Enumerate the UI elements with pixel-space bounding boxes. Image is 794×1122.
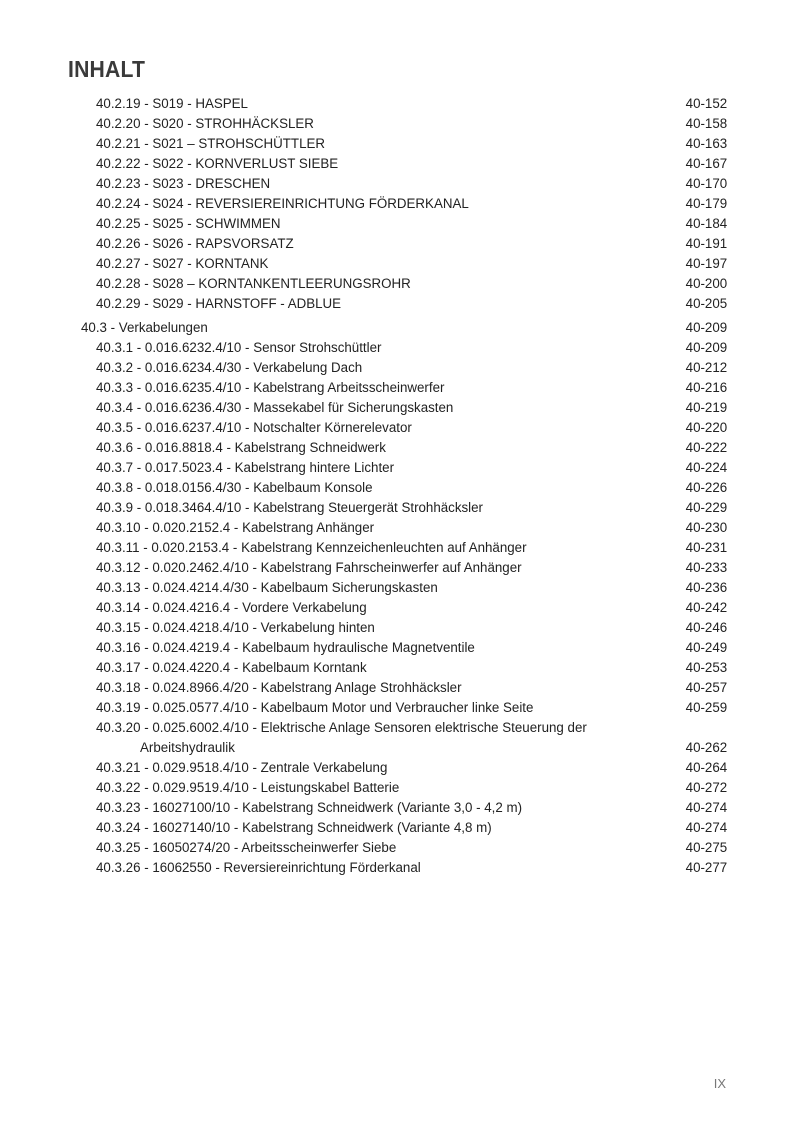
- toc-entry[interactable]: [0, 538, 794, 558]
- toc-entry[interactable]: [0, 154, 794, 174]
- toc-entry-text: 40.3.13 - 0.024.4214.4/30 - Kabelbaum Sicherungskasten: [96, 580, 438, 596]
- toc-entry-text: 40.3.24 - 16027140/10 - Kabelstrang Schneidwerk (Variante 4,8 m): [96, 820, 492, 836]
- toc-entry-page: 40-277: [685, 860, 727, 876]
- toc-entry[interactable]: [0, 458, 794, 478]
- toc-entry-text: 40.3.9 - 0.018.3464.4/10 - Kabelstrang Steuergerät Strohhäcksler: [96, 500, 484, 516]
- toc-entry-text: 40.3.22 - 0.029.9519.4/10 - Leistungskabel Batterie: [96, 780, 400, 796]
- toc-entry[interactable]: [0, 498, 794, 518]
- toc-entry-text: 40.3.17 - 0.024.4220.4 - Kabelbaum Korntank: [96, 660, 367, 676]
- toc-entry-page: 40-197: [685, 256, 727, 272]
- toc-entry-text: 40.2.23 - S023 - DRESCHEN: [96, 176, 271, 192]
- toc-entry[interactable]: [0, 758, 794, 778]
- toc-entry[interactable]: [0, 338, 794, 358]
- toc-group-sensors: [0, 94, 794, 314]
- toc-entry-page: 40-200: [685, 276, 727, 292]
- toc-entry-page: 40-242: [685, 600, 727, 616]
- toc-entry-page: 40-219: [685, 400, 727, 416]
- toc-entry[interactable]: [0, 134, 794, 154]
- toc-entry-text: 40.2.24 - S024 - REVERSIEREINRICHTUNG FÖRDERKANAL: [96, 196, 469, 212]
- toc-group-cabling-2: [0, 758, 794, 878]
- toc-entry-page: 40-236: [685, 580, 727, 596]
- toc-wrapped-entry[interactable]: [0, 718, 794, 758]
- toc-entry-page: 40-249: [685, 640, 727, 656]
- toc-entry-page: 40-179: [685, 196, 727, 212]
- toc-entry-page: 40-226: [685, 480, 727, 496]
- toc-entry[interactable]: [0, 274, 794, 294]
- toc-entry-page: 40-231: [685, 540, 727, 556]
- toc-entry-page: 40-264: [685, 760, 727, 776]
- toc-entry-page: 40-233: [685, 560, 727, 576]
- toc-entry-text: 40.3.23 - 16027100/10 - Kabelstrang Schneidwerk (Variante 3,0 - 4,2 m): [96, 800, 523, 816]
- toc-entry-text: 40.3.18 - 0.024.8966.4/20 - Kabelstrang Anlage Strohhäcksler: [96, 680, 462, 696]
- toc-entry[interactable]: [0, 578, 794, 598]
- toc-entry-page: 40-191: [685, 236, 727, 252]
- toc-entry-page: 40-205: [685, 296, 727, 312]
- toc-entry-text: 40.3.11 - 0.020.2153.4 - Kabelstrang Kennzeichenleuchten auf Anhänger: [96, 540, 527, 556]
- toc-entry[interactable]: [0, 698, 794, 718]
- toc-entry-page: 40-170: [685, 176, 727, 192]
- toc-entry-text: 40.3.4 - 0.016.6236.4/30 - Massekabel für Sicherungskasten: [96, 400, 454, 416]
- toc-entry-text: 40.2.26 - S026 - RAPSVORSATZ: [96, 236, 294, 252]
- toc-entry[interactable]: [0, 398, 794, 418]
- toc-entry-text: 40.2.22 - S022 - KORNVERLUST SIEBE: [96, 156, 339, 172]
- toc-entry-page: 40-259: [685, 700, 727, 716]
- toc-entry-page: 40-163: [685, 136, 727, 152]
- toc-entry-text: 40.3.21 - 0.029.9518.4/10 - Zentrale Verkabelung: [96, 760, 388, 776]
- toc-entry[interactable]: [0, 598, 794, 618]
- toc-entry-text: 40.3.25 - 16050274/20 - Arbeitsscheinwerfer Siebe: [96, 840, 397, 856]
- toc-entry-text: 40.3.26 - 16062550 - Reversiereinrichtung Förderkanal: [96, 860, 421, 876]
- toc-entry[interactable]: [0, 678, 794, 698]
- toc-entry-text: 40.3.12 - 0.020.2462.4/10 - Kabelstrang Fahrscheinwerfer auf Anhänger: [96, 560, 522, 576]
- toc-group-cabling: [0, 338, 794, 718]
- toc-entry-text: 40.2.20 - S020 - STROHHÄCKSLER: [96, 116, 314, 132]
- toc-entry-page: 40-275: [685, 840, 727, 856]
- toc-entry-page: 40-184: [685, 216, 727, 232]
- toc-entry-text: 40.2.28 - S028 – KORNTANKENTLEERUNGSROHR: [96, 276, 411, 292]
- toc-entry-text: 40.3.16 - 0.024.4219.4 - Kabelbaum hydraulische Magnetventile: [96, 640, 475, 656]
- toc-entry-page: 40-274: [685, 820, 727, 836]
- toc-entry-page: 40-257: [685, 680, 727, 696]
- toc-entry[interactable]: [0, 658, 794, 678]
- toc-entry-text: 40.3.19 - 0.025.0577.4/10 - Kabelbaum Motor und Verbraucher linke Seite: [96, 700, 534, 716]
- toc-entry[interactable]: [0, 294, 794, 314]
- toc-entry-page: 40-229: [685, 500, 727, 516]
- toc-entry-page: 40-158: [685, 116, 727, 132]
- toc-entry-text: 40.3.20 - 0.025.6002.4/10 - Elektrische Anlage Sensoren elektrische Steuerung der: [96, 720, 587, 736]
- toc-entry[interactable]: [0, 558, 794, 578]
- toc-entry-page: 40-222: [685, 440, 727, 456]
- toc-entry[interactable]: [0, 638, 794, 658]
- toc-entry[interactable]: [0, 838, 794, 858]
- toc-entry-page: 40-272: [685, 780, 727, 796]
- toc-entry-text: 40.3.1 - 0.016.6232.4/10 - Sensor Strohschüttler: [96, 340, 382, 356]
- toc-entry-page: 40-212: [685, 360, 727, 376]
- toc-entry[interactable]: [0, 234, 794, 254]
- toc-entry-page: 40-209: [685, 340, 727, 356]
- toc-entry[interactable]: [0, 254, 794, 274]
- toc-entry[interactable]: [0, 418, 794, 438]
- toc-entry-page: 40-253: [685, 660, 727, 676]
- toc-entry[interactable]: [0, 798, 794, 818]
- toc-entry-line2: [0, 738, 794, 758]
- toc-entry-text: 40.3.2 - 0.016.6234.4/30 - Verkabelung Dach: [96, 360, 363, 376]
- toc-entry-text: 40.2.21 - S021 – STROHSCHÜTTLER: [96, 136, 326, 152]
- toc-section: [0, 318, 794, 338]
- toc-entry[interactable]: [0, 778, 794, 798]
- toc-entry-text: 40.2.25 - S025 - SCHWIMMEN: [96, 216, 281, 232]
- toc-entry[interactable]: [0, 438, 794, 458]
- toc-entry[interactable]: [0, 378, 794, 398]
- toc-entry-text: 40.2.29 - S029 - HARNSTOFF - ADBLUE: [96, 296, 342, 312]
- toc-entry-text: 40.3.8 - 0.018.0156.4/30 - Kabelbaum Konsole: [96, 480, 373, 496]
- toc-entry-page: 40-220: [685, 420, 727, 436]
- toc-entry[interactable]: [0, 858, 794, 878]
- toc-entry[interactable]: [0, 194, 794, 214]
- toc-entry-page: 40-230: [685, 520, 727, 536]
- toc-entry[interactable]: [0, 618, 794, 638]
- toc-entry-text-continued: Arbeitshydraulik: [140, 740, 235, 756]
- toc-entry-text: 40.3.14 - 0.024.4216.4 - Vordere Verkabelung: [96, 600, 367, 616]
- toc-entry[interactable]: [0, 174, 794, 194]
- toc-entry-page: 40-274: [685, 800, 727, 816]
- toc-entry-page: 40-216: [685, 380, 727, 396]
- toc-entry-page: 40-224: [685, 460, 727, 476]
- toc-entry-text: 40.2.19 - S019 - HASPEL: [96, 96, 248, 112]
- toc-entry[interactable]: [0, 114, 794, 134]
- toc-entry-text: 40.3.10 - 0.020.2152.4 - Kabelstrang Anhänger: [96, 520, 375, 536]
- page-number: IX: [713, 1076, 726, 1091]
- toc-entry-text: 40.3.3 - 0.016.6235.4/10 - Kabelstrang Arbeitsscheinwerfer: [96, 380, 445, 396]
- toc-entry-page: 40-152: [685, 96, 727, 112]
- toc-entry-text: 40.3.7 - 0.017.5023.4 - Kabelstrang hintere Lichter: [96, 460, 395, 476]
- toc-entry-text: 40.2.27 - S027 - KORNTANK: [96, 256, 269, 272]
- toc-entry-text: 40.3.5 - 0.016.6237.4/10 - Notschalter Körnerelevator: [96, 420, 412, 436]
- toc-entry-page: 40-209: [685, 320, 727, 336]
- toc-entry[interactable]: [0, 478, 794, 498]
- toc-entry-text: 40.3 - Verkabelungen: [81, 320, 208, 336]
- toc-entry[interactable]: [0, 518, 794, 538]
- toc-entry-line1: [0, 718, 794, 738]
- toc-entry-page: 40-246: [685, 620, 727, 636]
- page-title: INHALT: [68, 56, 146, 82]
- toc-entry[interactable]: [0, 358, 794, 378]
- toc-entry[interactable]: [0, 94, 794, 114]
- toc-entry-text: 40.3.6 - 0.016.8818.4 - Kabelstrang Schneidwerk: [96, 440, 386, 456]
- toc-entry-page: 40-167: [685, 156, 727, 172]
- toc-entry[interactable]: [0, 818, 794, 838]
- toc-entry-page: 40-262: [685, 740, 727, 756]
- toc-entry[interactable]: [0, 214, 794, 234]
- toc-entry-text: 40.3.15 - 0.024.4218.4/10 - Verkabelung hinten: [96, 620, 375, 636]
- toc-section-entry[interactable]: [0, 318, 794, 338]
